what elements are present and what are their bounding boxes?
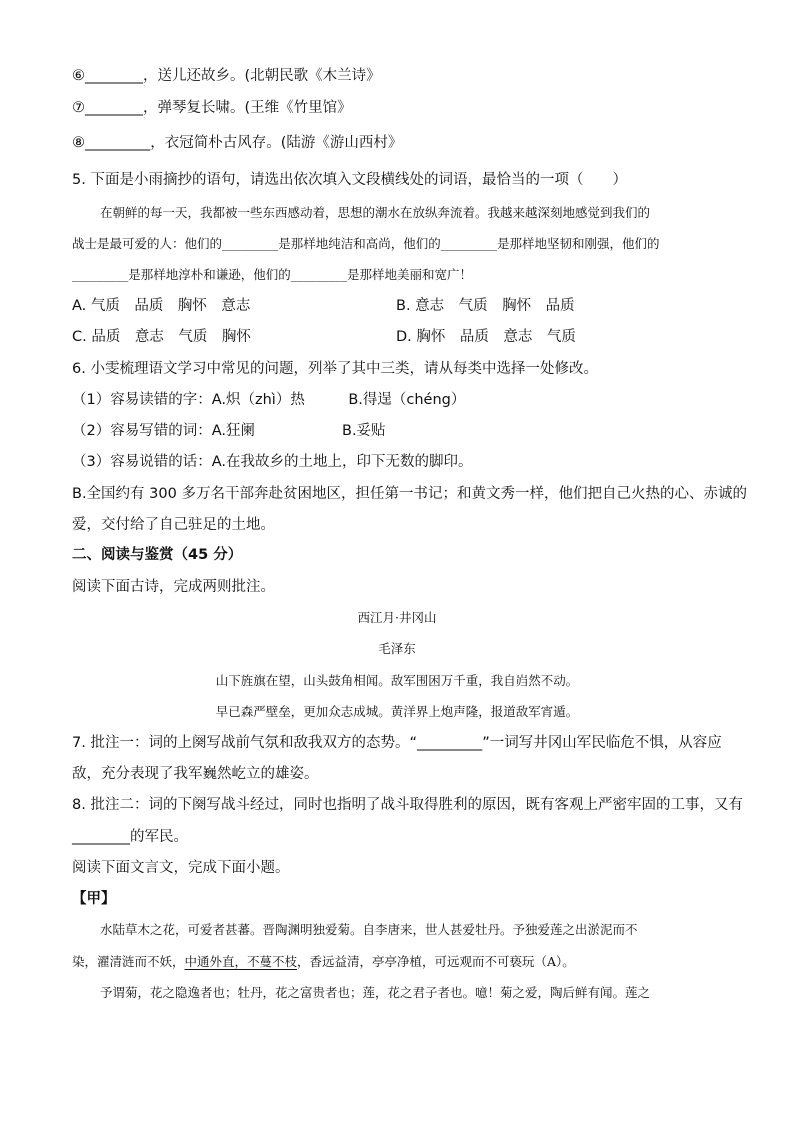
poem-author: 毛泽东 [378, 641, 416, 656]
classical-text-line [72, 952, 575, 972]
question-8-cont: ________的军民。 [72, 829, 188, 845]
text-segment: 染，濯清涟而不妖， [72, 954, 185, 969]
passage-line: 在朝鲜的每一天，我都被一些东西感动着，思想的潮水在放纵奔流着。我越来越深刻地感觉到我们的 [100, 205, 651, 220]
instruction: 阅读下面古诗，完成两则批注。 [72, 579, 275, 595]
option-row [72, 296, 575, 316]
option-d: D. 胸怀 品质 意志 气质 [396, 329, 576, 345]
question-6-item-1: （1）容易读错的字：A.炽（zhì）热 B.得逞（chéng） [72, 392, 466, 408]
poem-title: 西江月·井冈山 [357, 610, 437, 625]
text-segment: ，香远益清，亭亭净植，可远观而不可亵玩（A）。 [297, 954, 575, 969]
poem-line: 早已森严壁垒，更加众志成城。黄洋界上炮声隆，报道敌军宵遁。 [215, 704, 579, 719]
instruction: 阅读下面文言文，完成下面小题。 [72, 860, 290, 876]
question-8: 8. 批注二：词的下阕写战斗经过，同时也指明了战斗取得胜利的原因，既有客观上严密牢固的工事，又有 [72, 797, 743, 813]
question-7: 7. 批注一：词的上阕写战前气氛和敌我双方的态势。“_________”一词写井冈山军民临危不惧，从容应 [72, 735, 722, 751]
question-6-item-3b: B.全国约有 300 多万名干部奔赴贫困地区，担任第一书记；和黄文秀一样，他们把自己火热的心、赤诚的 [72, 486, 747, 502]
poem-line: 山下旌旗在望，山头鼓角相闻。敌军围困万千重，我自岿然不动。 [215, 673, 579, 688]
question-6-item-3: （3）容易说错的话：A.在我故乡的土地上，印下无数的脚印。 [72, 454, 473, 470]
passage-line: _________是那样地淳朴和谦逊，他们的_________是那样地美丽和宽广！ [72, 267, 473, 282]
question-5-stem: 5. 下面是小雨摘抄的语句，请选出依次填入文段横线处的词语，最恰当的一项（ ） [72, 172, 627, 188]
question-6-stem: 6. 小雯梳理语文学习中常见的问题，列举了其中三类，请从每类中选择一处修改。 [72, 361, 598, 377]
text-label-jia: 【甲】 [72, 891, 116, 907]
section-heading: 二、阅读与鉴赏（45 分） [72, 547, 243, 563]
fill-blank-7: ⑦________，弹琴复长啸。(王维《竹里馆》 [72, 100, 352, 116]
passage-line: 战士是最可爱的人：他们的_________是那样地纯洁和高尚，他们的_________是那样地坚韧和刚强，他们的 [72, 236, 660, 251]
question-7-cont: 敌，充分表现了我军巍然屹立的雄姿。 [72, 766, 319, 782]
underlined-phrase: 中通外直，不蔓不枝 [184, 954, 298, 969]
option-row [72, 327, 576, 347]
question-6-item-3b-cont: 爱，交付给了自己驻足的土地。 [72, 517, 275, 533]
classical-text-line: 予谓菊，花之隐逸者也；牡丹，花之富贵者也；莲，花之君子者也。噫！菊之爱，陶后鲜有闻。莲之 [100, 985, 651, 1000]
option-c: C. 品质 意志 气质 胸怀 [72, 329, 251, 345]
option-a: A. 气质 品质 胸怀 意志 [72, 298, 251, 314]
question-6-item-2: （2）容易写错的词：A.狂阑 B.妥贴 [72, 423, 386, 439]
classical-text-line: 水陆草木之花，可爱者甚蕃。晋陶渊明独爱菊。自李唐来，世人甚爱牡丹。予独爱莲之出淤泥而不 [100, 922, 638, 937]
fill-blank-6: ⑥________，送儿还故乡。(北朝民歌《木兰诗》 [72, 68, 381, 84]
fill-blank-8: ⑧_________，衣冠简朴古风存。(陆游《游山西村》 [72, 135, 403, 151]
option-b: B. 意志 气质 胸怀 品质 [396, 298, 575, 314]
